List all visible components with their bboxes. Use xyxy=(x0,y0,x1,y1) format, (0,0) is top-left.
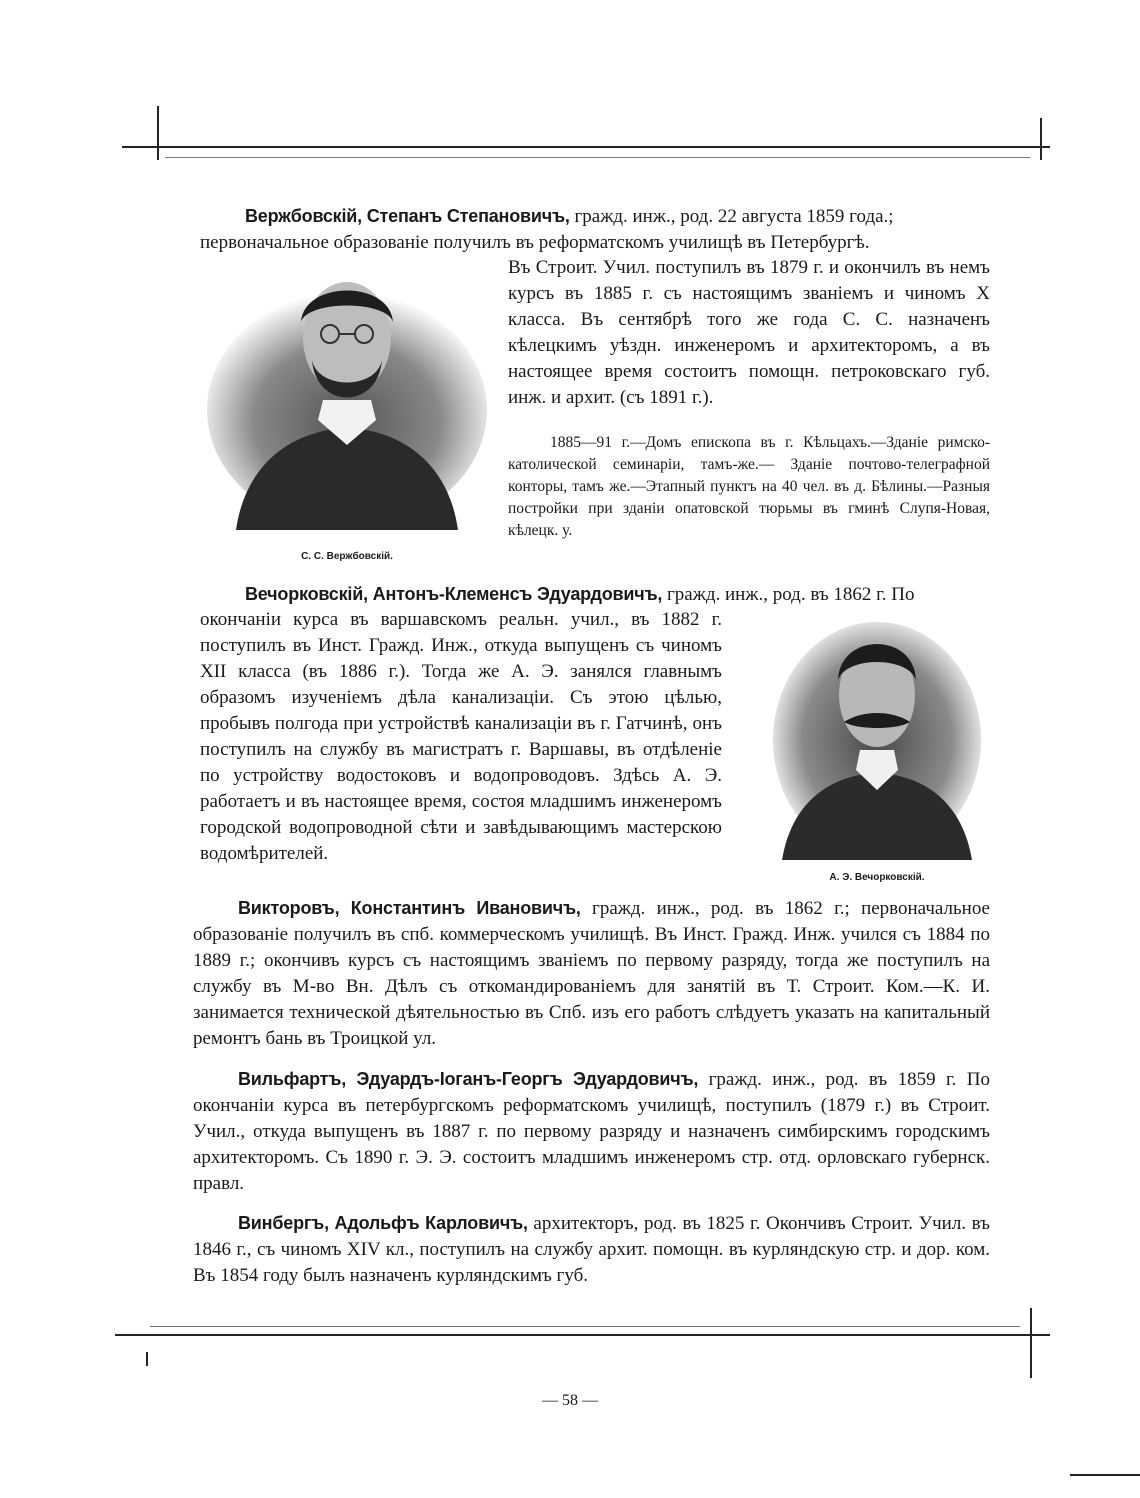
frame-bottom-rule-thin xyxy=(150,1326,1020,1327)
entry-text: архитекторъ, род. въ 1825 г. Окончивъ Строит. Учил. въ 1846 г., съ чиномъ XIV кл., поступилъ на службу архит. помощн. въ курляндскую стр. и дор. ком. Въ 1854 году былъ назначенъ курляндскимъ губ. xyxy=(193,1213,990,1286)
portrait-verzhbovsky xyxy=(206,260,488,530)
frame-bottom-right-rule xyxy=(1030,1308,1032,1378)
frame-top-rule-thin xyxy=(165,157,1030,158)
entry-text: гражд. инж., род. въ 1862 г. По xyxy=(662,584,915,605)
entry-vechorkovsky-body: окончаніи курса въ варшавскомъ реальн. учил., въ 1882 г. поступилъ въ Инст. Гражд. Инж., откуда выпущенъ съ чиномъ XII класса (въ 1886 г.). Тогда же А. Э. занялся главнымъ образомъ изученіемъ дѣла канализаціи. Съ этою цѣлью, пробывъ полгода при устройствѣ канализаціи въ г. Гатчинѣ, онъ поступилъ на службу въ магистратъ г. Варшавы, въ отдѣленіе по устройству водостоковъ и водопроводовъ. Здѣсь А. Э. работаетъ и въ настоящее время, состоя младшимъ инженеромъ городской водопроводной сѣти и завѣдывающимъ мастерскою водомѣрителей. xyxy=(200,609,722,864)
entry-text: гражд. инж., род. 22 августа 1859 года.; xyxy=(569,206,894,227)
entry-viktorov xyxy=(193,895,990,1052)
portrait-vechorkovsky xyxy=(772,610,982,860)
entry-name: Вильфартъ, Эдуардъ-Іоганъ-Георгъ Эдуардовичъ, xyxy=(238,1069,699,1089)
entry-text: первоначальное образованіе получилъ въ реформатскомъ училищѣ въ Петербургѣ. xyxy=(200,232,870,253)
frame-bottom-rule xyxy=(115,1334,1050,1336)
entry-verzhbovsky-works: 1885—91 г.—Домъ епископа въ г. Кѣльцахъ.—Зданіе римско-католической семинаріи, тамъ-же.— Зданіе почтово-телеграфной конторы, тамъ же.—Этапный пунктъ на 40 чел. въ д. Бѣлины.—Разныя постройки при зданіи опатовской тюрьмы въ гминѣ Слупя-Новая, кѣлецк. у. xyxy=(508,434,990,539)
entry-verzhbovsky-header xyxy=(200,203,990,256)
page-number: — 58 — xyxy=(542,1392,598,1409)
entry-text: гражд. инж., род. въ 1859 г. По окончаніи курса въ петербургскомъ реформатскомъ училищѣ, поступилъ (1879 г.) въ Строит. Учил., откуда выпущенъ въ 1887 г. по первому разряду и назначенъ симбирскимъ городскимъ архитекторомъ. Съ 1890 г. Э. Э. состоитъ младшимъ инженеромъ стр. отд. орловскаго губернск. правл. xyxy=(193,1069,990,1194)
entry-vilfart xyxy=(193,1066,990,1197)
frame-right-rule xyxy=(1040,118,1042,160)
portrait-caption: А. Э. Вечорковскій. xyxy=(829,872,925,883)
entry-vinberg xyxy=(193,1210,990,1289)
entry-text: гражд. инж., род. въ 1862 г.; первоначальное образованіе получилъ въ спб. коммерческомъ училищѣ. Въ Инст. Гражд. Инж. учился съ 1884 по 1889 г.; окончивъ курсъ съ настоящимъ званіемъ по первому разряду, тогда же поступилъ на службу въ М-во Вн. Дѣлъ съ откомандированіемъ для занятій въ Т. Строит. Ком.—К. И. занимается технической дѣятельностью въ Спб. изъ его работъ слѣдуетъ указать на капитальный ремонтъ бань въ Троицкой ул. xyxy=(193,898,990,1049)
footer-rule xyxy=(1070,1474,1140,1476)
frame-left-rule xyxy=(157,106,159,160)
entry-name: Винбергъ, Адольфъ Карловичъ, xyxy=(238,1213,528,1233)
frame-bottom-left-rule xyxy=(146,1352,148,1366)
entry-name: Вечорковскій, Антонъ-Клеменсъ Эдуардовичъ, xyxy=(245,584,663,604)
entry-verzhbovsky-side-text: Въ Строит. Учил. поступилъ въ 1879 г. и окончилъ въ немъ курсъ въ 1885 г. съ настоящимъ званіемъ и чиномъ X класса. Въ сентябрѣ того же года С. С. назначенъ кѣлецкимъ уѣздн. инженеромъ и архитекторомъ, а въ настоящее время состоитъ помощн. петроковскаго губ. инж. и архит. (съ 1891 г.). xyxy=(508,257,990,408)
entry-name: Вержбовскій, Степанъ Степановичъ, xyxy=(245,206,570,226)
portrait-caption: С. С. Вержбовскій. xyxy=(301,551,393,562)
entry-vechorkovsky-header xyxy=(200,581,990,608)
entry-name: Викторовъ, Константинъ Ивановичъ, xyxy=(238,898,581,918)
frame-top-rule xyxy=(122,146,1050,148)
